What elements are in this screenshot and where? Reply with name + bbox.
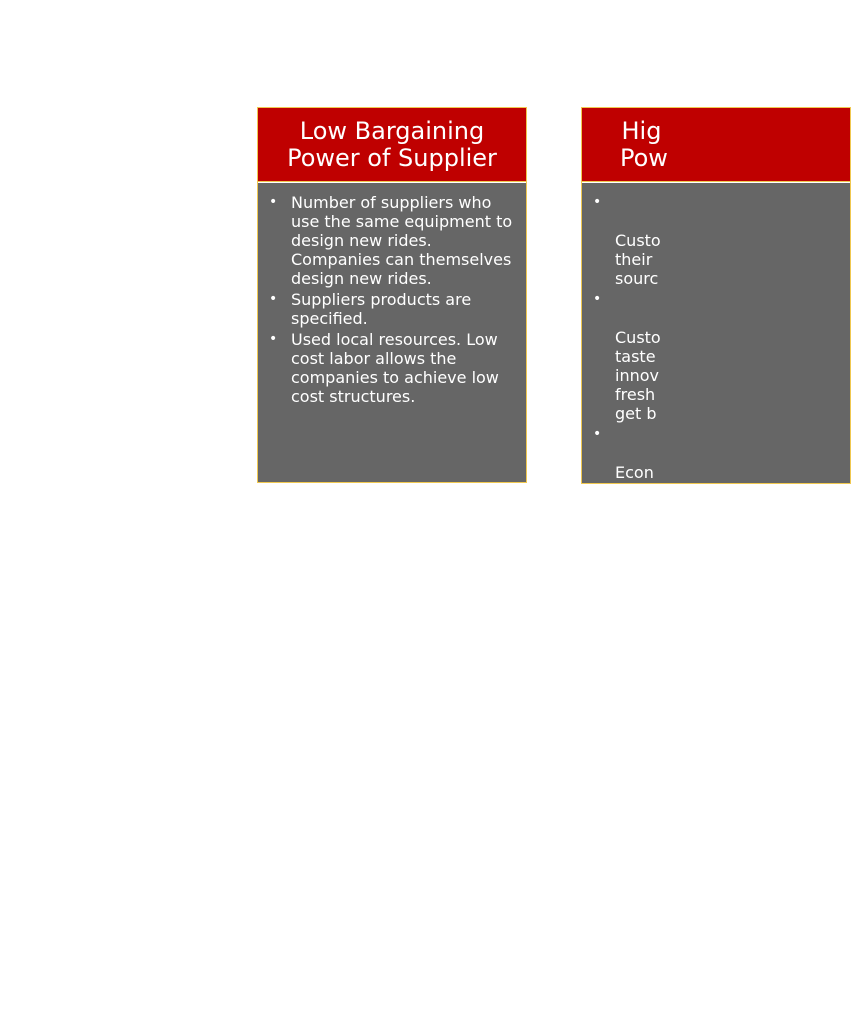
card-header	[258, 108, 526, 182]
bullet-list	[268, 193, 514, 406]
bullet-item	[592, 425, 838, 520]
supplier-power-card	[257, 107, 527, 483]
card-title	[615, 118, 668, 172]
bullet-icon: •	[269, 291, 278, 307]
card-title-line-2: Power of Supplier	[287, 143, 497, 172]
bullet-text: Number of suppliers who use the same equipment to design new rides. Companies can themselves design new rides.	[291, 193, 513, 288]
bullet-text: Custo taste innov fresh get b	[615, 328, 661, 423]
bullet-list	[592, 193, 838, 520]
buyer-power-card	[581, 107, 851, 520]
bullet-text: Custo their sourc	[615, 231, 661, 288]
bullet-text: Used local resources. Low cost labor allows the companies to achieve low cost structures.	[291, 330, 499, 406]
bullet-icon: •	[593, 194, 602, 210]
bullet-icon: •	[593, 426, 602, 442]
bullet-item	[268, 290, 514, 328]
card-title-line-1: Low Bargaining	[299, 116, 485, 145]
bullet-text: Econ influe decis	[615, 463, 660, 520]
card-title-line-1: Hig	[621, 116, 662, 145]
card-body	[582, 183, 850, 520]
bullet-icon: •	[269, 331, 278, 347]
bullet-item	[592, 290, 838, 423]
card-title-line-2: Pow	[620, 143, 668, 172]
bullet-item	[268, 193, 514, 288]
card-header	[582, 108, 850, 182]
bullet-icon: •	[593, 291, 602, 307]
bullet-item	[268, 330, 514, 406]
card-title	[287, 118, 497, 172]
bullet-text: Suppliers products are specified.	[291, 290, 472, 328]
bullet-icon: •	[269, 194, 278, 210]
card-body	[258, 183, 526, 482]
bullet-item	[592, 193, 838, 288]
